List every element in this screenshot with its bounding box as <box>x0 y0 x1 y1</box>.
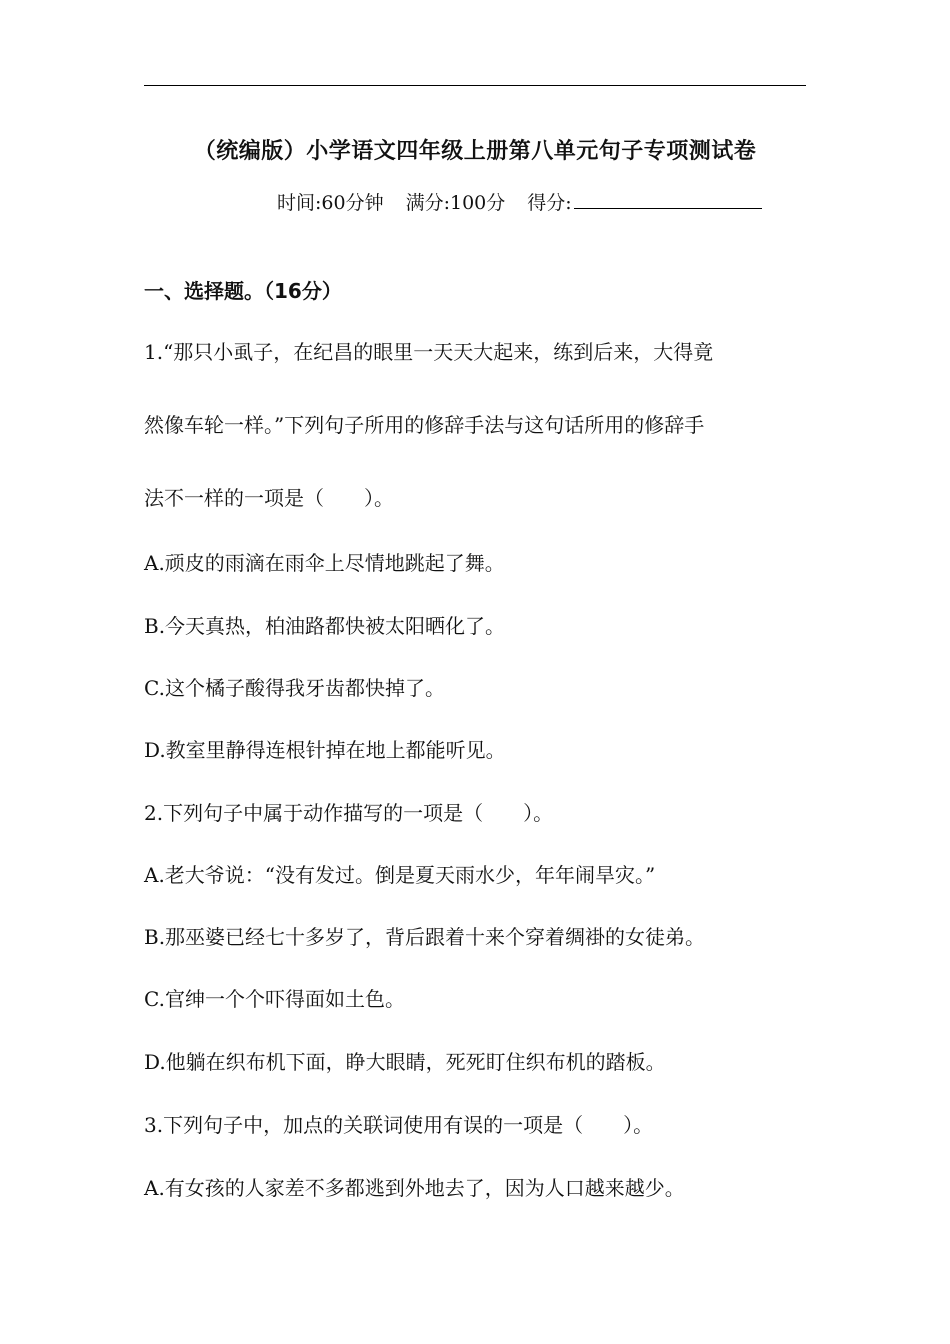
section-heading: 一、选择题。（16分） <box>144 279 342 303</box>
top-rule <box>144 85 806 86</box>
question-1-option-c: C.这个橘子酸得我牙齿都快掉了。 <box>144 676 445 700</box>
full-score: 满分:100分 <box>405 192 506 214</box>
question-1-option-d: D.教室里静得连根针掉在地上都能听见。 <box>144 738 506 762</box>
question-2-option-a: A.老大爷说：“没有发过。倒是夏天雨水少，年年闹旱灾。” <box>144 863 656 887</box>
question-2-option-b: B.那巫婆已经七十多岁了，背后跟着十来个穿着绸褂的女徒弟。 <box>144 925 706 949</box>
question-2-option-c: C.官绅一个个吓得面如土色。 <box>144 987 405 1011</box>
question-1-line-2: 然像车轮一样。”下列句子所用的修辞手法与这句话所用的修辞手 <box>144 413 705 437</box>
question-2-stem: 2.下列句子中属于动作描写的一项是（ ）。 <box>144 801 554 825</box>
question-3-stem: 3.下列句子中，加点的关联词使用有误的一项是（ ）。 <box>144 1113 654 1137</box>
exam-meta <box>277 188 762 215</box>
score-blank[interactable] <box>574 190 762 209</box>
question-1-line-3: 法不一样的一项是（ ）。 <box>144 486 394 510</box>
question-3-option-a: A.有女孩的人家差不多都逃到外地去了，因为人口越来越少。 <box>144 1176 685 1200</box>
question-1-option-b: B.今天真热，柏油路都快被太阳晒化了。 <box>144 614 506 638</box>
score-label: 得分: <box>527 192 572 214</box>
question-1-option-a: A.顽皮的雨滴在雨伞上尽情地跳起了舞。 <box>144 551 505 575</box>
time-limit: 时间:60分钟 <box>277 192 384 214</box>
question-1-line-1: 1.“那只小虱子，在纪昌的眼里一天天大起来，练到后来，大得竟 <box>144 340 714 364</box>
question-2-option-d: D.他躺在织布机下面，睁大眼睛，死死盯住织布机的踏板。 <box>144 1050 666 1074</box>
page-title: （统编版）小学语文四年级上册第八单元句子专项测试卷 <box>193 139 757 164</box>
